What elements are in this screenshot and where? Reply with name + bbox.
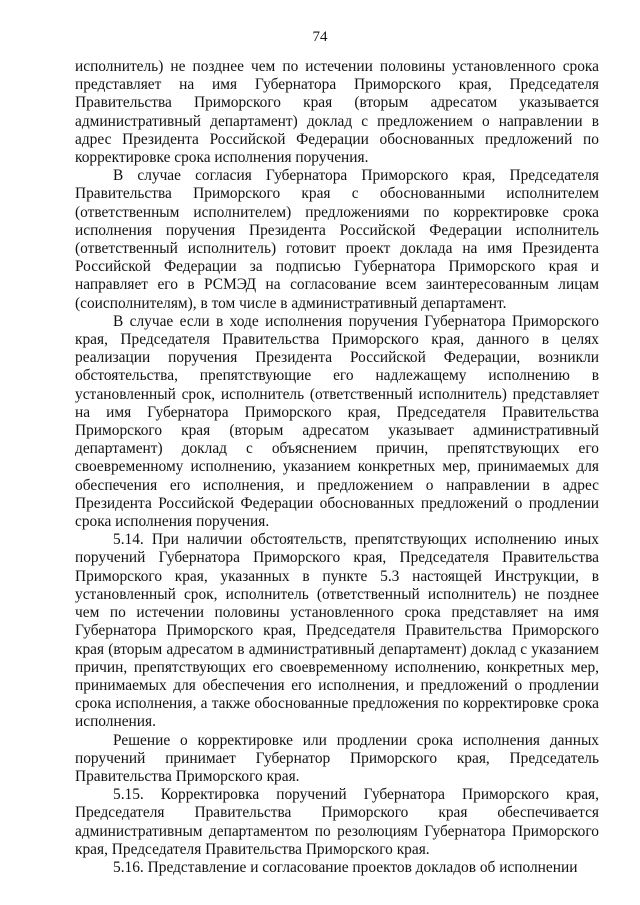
paragraph-clause-5-16: 5.16. Представление и согласование проектов докладов об исполнении [113,858,578,876]
paragraph-approval-case: В случае согласия Губернатора Приморского края, Председателя Правительства Приморского края с обоснованными исполнителем (ответственным исполнителем) предложениями по корректировке срока исполнения поручения Президента Российской Федерации исполнитель (ответственный исполнитель) готовит проект доклада на имя Президента Российской Федерации за подписью Губернатора Приморского края и направляет его в РСМЭД на согласование всем заинтересованным лицам (соисполнителям), в том числе в административный департамент. [75,167,599,312]
document-body [75,58,599,877]
paragraph-decision: Решение о корректировке или продлении срока исполнения данных поручений принимает Губернатор Приморского края, Председатель Правительства Приморского края. [75,731,599,785]
page-number: 74 [312,29,328,45]
paragraph-clause-5-15: 5.15. Корректировка поручений Губернатора Приморского края, Председателя Правительства Приморского края обеспечивается административным департаментом по резолюциям Губернатора Приморского края, Председателя Правительства Приморского края. [75,786,599,858]
paragraph-continuation: исполнитель) не позднее чем по истечении половины установленного срока представляет на имя Губернатора Приморского края, Председателя Правительства Приморского края (вторым адресатом указывается административный департамент) доклад с предложением о направлении в адрес Президента Российской Федерации обоснованных предложений по корректировке срока исполнения поручения. [75,58,599,167]
paragraph-clause-5-14: 5.14. При наличии обстоятельств, препятствующих исполнению иных поручений Губернатора Приморского края, Председателя Правительства Приморского края, указанных в пункте 5.3 настоящей Инструкции, в установленный срок, исполнитель (ответственный исполнитель) не позднее чем по истечении половины установленного срока представляет на имя Губернатора Приморского края, Председателя Правительства Приморского края (вторым адресатом в административный департамент) доклад с указанием причин, препятствующих его своевременному исполнению, конкретных мер, принимаемых для обеспечения его исполнения, и предложений о продлении срока исполнения, а также обоснованные предложения по корректировке срока исполнения. [75,531,599,731]
paragraph-obstacles-case: В случае если в ходе исполнения поручения Губернатора Приморского края, Председателя Правительства Приморского края, данного в целях реализации поручения Президента Российской Федерации, возникли обстоятельства, препятствующие его надлежащему исполнению в установленный срок, исполнитель (ответственный исполнитель) представляет на имя Губернатора Приморского края, Председателя Правительства Приморского края (вторым адресатом указывает административный департамент) доклад с объяснением причин, препятствующих его своевременному исполнению, указанием конкретных мер, принимаемых для обеспечения его исполнения, и предложением о направлении в адрес Президента Российской Федерации обоснованных предложений о продлении срока исполнения поручения. [75,312,599,531]
